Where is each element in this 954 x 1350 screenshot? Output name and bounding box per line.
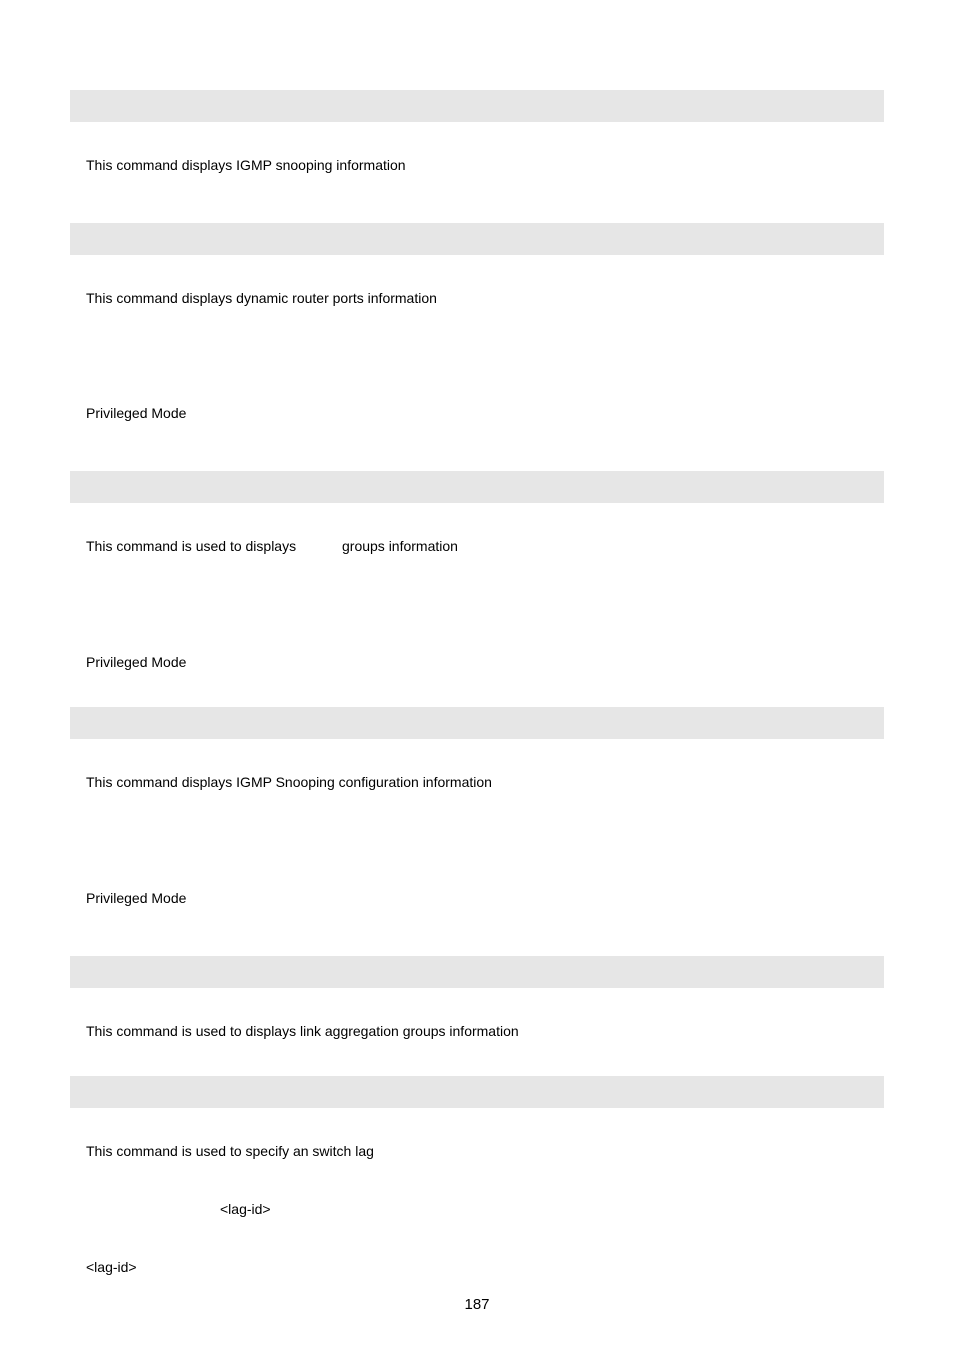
section-header-bar (70, 1076, 884, 1108)
section-description: This command displays dynamic router ports information (86, 290, 437, 306)
page-number: 187 (464, 1296, 490, 1313)
command-mode: Privileged Mode (86, 890, 187, 906)
section-description: This command is used to specify an switch lag (86, 1143, 374, 1159)
command-mode: Privileged Mode (86, 654, 187, 670)
section-description: This command displays IGMP Snooping configuration information (86, 774, 492, 790)
section-header-bar (70, 223, 884, 255)
section-description: This command is used to displays link aggregation groups information (86, 1023, 519, 1039)
section-header-bar (70, 471, 884, 503)
section-header-bar (70, 90, 884, 122)
parameter-name: <lag-id> (86, 1259, 137, 1275)
command-mode: Privileged Mode (86, 405, 187, 421)
section-header-bar (70, 707, 884, 739)
section-description: This command is used to displays (86, 538, 297, 554)
section-header-bar (70, 956, 884, 988)
syntax-parameter: <lag-id> (220, 1201, 271, 1217)
section-description: This command displays IGMP snooping information (86, 157, 406, 173)
section-description-continued: groups information (342, 538, 458, 554)
